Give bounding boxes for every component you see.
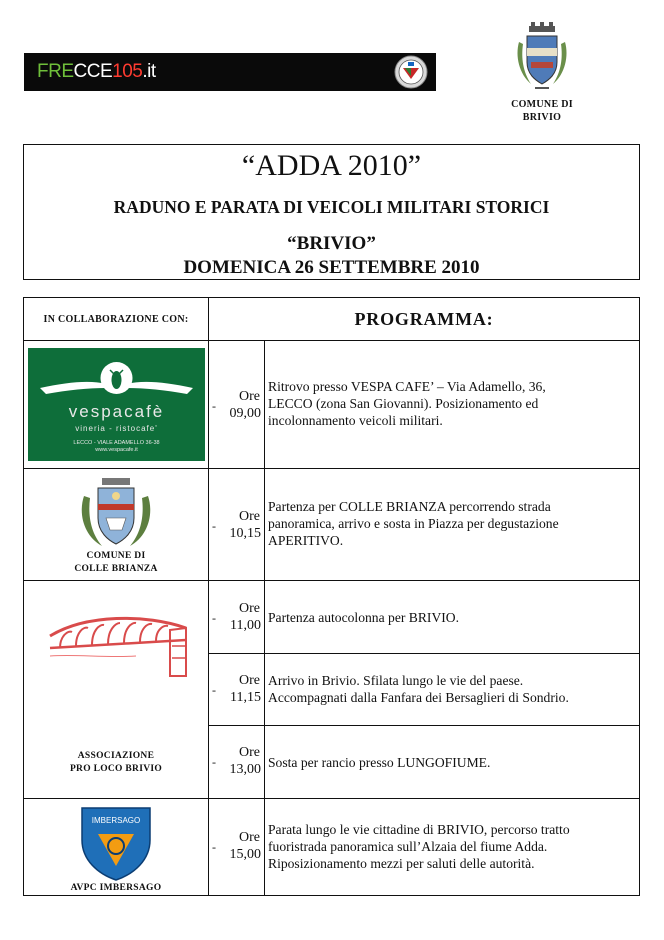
row-divider xyxy=(24,468,639,469)
avpc-badge-text: IMBERSAGO xyxy=(91,816,141,825)
program-item-desc: Parata lungo le vie cittadine di BRIVIO, percorso tratto fuoristrada panoramica sull’Alzaia del fiume Adda. Riposizionamento mezzi per saluti delle autorità. xyxy=(268,822,570,871)
event-date: DOMENICA 26 SETTEMBRE 2010 xyxy=(183,257,480,278)
frecce105-logo: FRECCE105.it xyxy=(37,61,156,82)
colle-brianza-crest-icon xyxy=(76,474,156,550)
comune-brivio-label: COMUNE DI BRIVIO xyxy=(511,99,573,123)
program-item-desc: Arrivo in Brivio. Sfilata lungo le vie del paese. Accompagnati dalla Fanfara dei Bersaglieri di Sondrio. xyxy=(268,673,569,705)
row-divider xyxy=(208,653,639,654)
column-divider xyxy=(208,298,209,895)
event-place: “BRIVIO” xyxy=(287,233,376,254)
roundel-emblem-icon xyxy=(394,55,428,89)
row-divider xyxy=(24,798,639,799)
program-item-desc: Partenza autocolonna per BRIVIO. xyxy=(268,610,460,625)
colle-brianza-label: COMUNE DI COLLE BRIANZA xyxy=(74,551,158,574)
program-table: IN COLLABORAZIONE CON: PROGRAMMA: vespacafè vineria - ristocafe' LECCO - VIALE ADAMELLO 36-38 www.vespacafe.it COMUNE DI COLLE BRIANZA ASSOCIAZIONE PRO LOCO BRIVIO IMBERSAGO AVPC IMBERSAGO - Ore 09,00 Ritrovo presso VESPA CAFE’ – Via Adamello, 36, LECCO (zona San Giovanni). Posizionamento ed incolonnamento veicoli militari. - Ore 10,15 Partenza per COLLE BRIANZA percorrendo strada panoramica, arrivo e sosta in Piazza per degustazione APERITIVO. - Ore 11,00 Partenza autocolonna per BRIVIO. - Ore 11,15 Arrivo in Brivio. Sfilata lungo le vie del paese. Accompagnati dalla Fanfara dei Bersaglieri di Sondrio. - Ore 13,00 Sosta per rancio presso LUNGOFIUME. - Ore 15,00 Parata lungo le vie cittadine di BRIVIO, percorso tratto fuoristrada panoramica sull’Alzaia del fiume Adda. Riposizionamento mezzi per saluti delle autorità. xyxy=(23,297,640,896)
avpc-shield-icon xyxy=(76,804,156,882)
brivio-crest-icon xyxy=(513,22,571,94)
collab-header: IN COLLABORAZIONE CON: xyxy=(43,313,189,325)
row-divider xyxy=(208,725,639,726)
event-title: “ADDA 2010” xyxy=(241,149,422,182)
program-item-desc: Partenza per COLLE BRIANZA percorrendo strada panoramica, arrivo e sosta in Piazza per degustazione APERITIVO. xyxy=(268,499,559,548)
header-divider xyxy=(24,340,639,341)
pro-loco-bridge-logo-icon xyxy=(46,606,191,686)
avpc-label: AVPC IMBERSAGO xyxy=(70,883,162,893)
program-item-desc: Ritrovo presso VESPA CAFE’ – Via Adamello, 36, LECCO (zona San Giovanni). Posizionamento ed incolonnamento veicoli militari. xyxy=(268,379,546,428)
pro-loco-label: ASSOCIAZIONE PRO LOCO BRIVIO xyxy=(69,751,163,774)
program-item-desc: Sosta per rancio presso LUNGOFIUME. xyxy=(268,755,491,770)
row-divider xyxy=(24,580,639,581)
vespa-cafe-logo: vespacafè vineria - ristocafe' LECCO - VIALE ADAMELLO 36-38 www.vespacafe.it xyxy=(28,348,205,461)
title-box xyxy=(23,144,640,280)
frecce105-banner xyxy=(24,53,436,91)
time-divider xyxy=(264,340,265,895)
event-subtitle: RADUNO E PARATA DI VEICOLI MILITARI STORICI xyxy=(113,197,550,217)
program-header: PROGRAMMA: xyxy=(354,308,494,329)
